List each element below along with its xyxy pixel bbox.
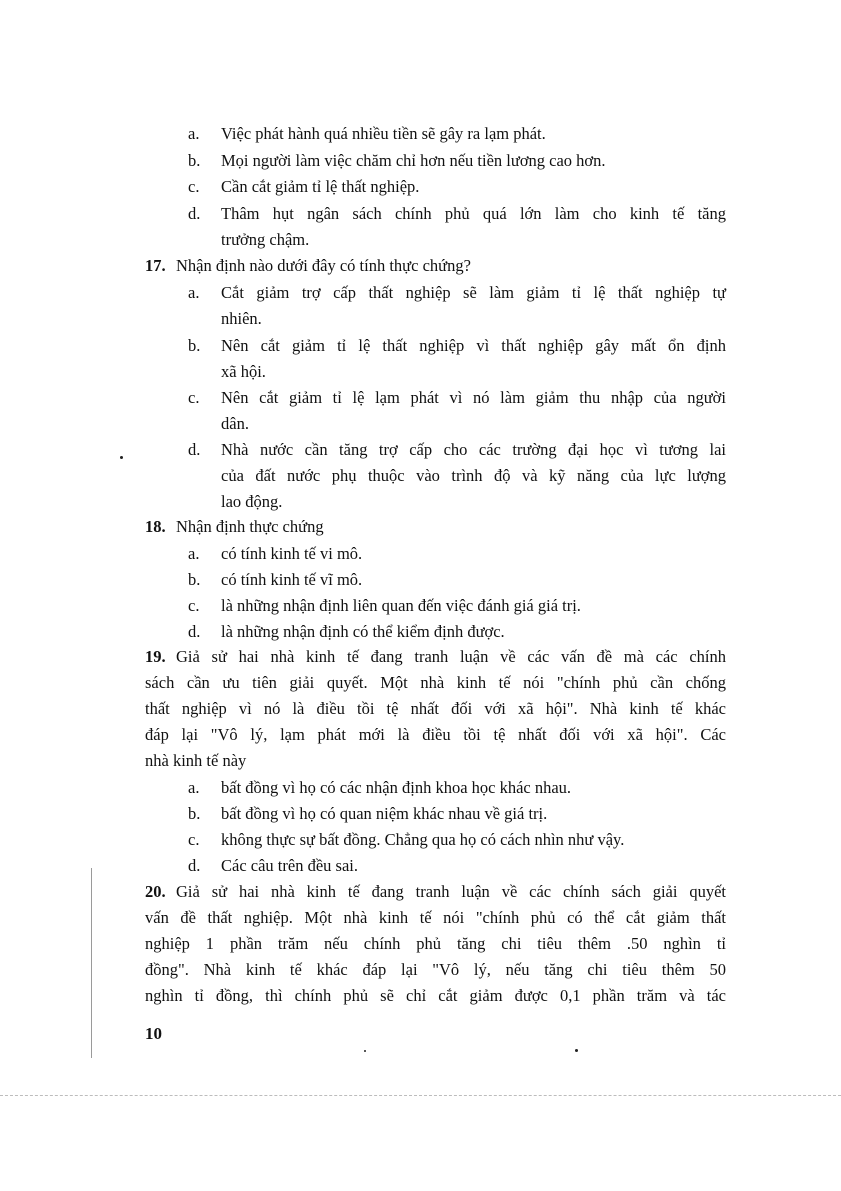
q17-option-a-text-cont: nhiên. [221, 309, 262, 328]
q16-option-d-text-cont: trưởng chậm. [221, 230, 310, 249]
q17-option-d-text-cont2: lao động. [221, 492, 283, 511]
q17-option-c-letter: c. [188, 388, 200, 407]
footer-rule [0, 1095, 841, 1096]
q17-option-b-letter: b. [188, 336, 201, 355]
q18-option-d-letter: d. [188, 622, 201, 641]
q19-option-c-letter: c. [188, 830, 200, 849]
q17-option-c-text: Nên cắt giảm tỉ lệ lạm phát vì nó làm giảm thu nhập của người [221, 388, 726, 407]
q18-option-a-letter: a. [188, 544, 200, 563]
q18-option-c-letter: c. [188, 596, 200, 615]
q20-text-line-4: đồng". Nhà kinh tế khác đáp lại "Vô lý, nếu tăng chi tiêu thêm 50 [145, 960, 726, 979]
q19-text-line-2: sách cần ưu tiên giải quyết. Một nhà kinh tế nói "chính phủ cần chống [145, 673, 726, 692]
q19-option-a-text: bất đồng vì họ có các nhận định khoa học khác nhau. [221, 778, 572, 797]
q17-option-b-text-cont: xã hội. [221, 362, 266, 381]
q16-option-b-letter: b. [188, 151, 201, 170]
q19-text-line-1: Giả sử hai nhà kinh tế đang tranh luận về các vấn đề mà các chính [176, 647, 726, 666]
q19-text-line-5: nhà kinh tế này [145, 751, 247, 770]
scan-margin-line [91, 868, 92, 1058]
q19-option-b-text: bất đồng vì họ có quan niệm khác nhau về giá trị. [221, 804, 548, 823]
q17-option-a-text: Cắt giảm trợ cấp thất nghiệp sẽ làm giảm tỉ lệ thất nghiệp tự [221, 283, 726, 302]
q18-option-b-text: có tính kinh tế vĩ mô. [221, 570, 363, 589]
q17-option-c-text-cont: dân. [221, 414, 249, 433]
scan-speck [575, 1049, 578, 1052]
q16-option-c-letter: c. [188, 177, 200, 196]
q17-option-a-letter: a. [188, 283, 200, 302]
q18-option-a-text: có tính kinh tế vi mô. [221, 544, 363, 563]
q16-option-b-text: Mọi người làm việc chăm chỉ hơn nếu tiền lương cao hơn. [221, 151, 606, 170]
q19-option-d-letter: d. [188, 856, 201, 875]
page-number: 10 [145, 1024, 162, 1043]
q18-number: 18. [145, 517, 166, 536]
q18-option-b-letter: b. [188, 570, 201, 589]
q17-stem: Nhận định nào dưới đây có tính thực chứng? [176, 256, 471, 275]
q19-option-b-letter: b. [188, 804, 201, 823]
scan-speck [120, 456, 123, 459]
q18-option-c-text: là những nhận định liên quan đến việc đánh giá giá trị. [221, 596, 581, 615]
q18-stem: Nhận định thực chứng [176, 517, 324, 536]
q16-option-d-text: Thâm hụt ngân sách chính phủ quá lớn làm cho kinh tế tăng [221, 204, 726, 223]
q19-option-a-letter: a. [188, 778, 200, 797]
q17-option-d-text-cont: của đất nước phụ thuộc vào trình độ và kỹ năng của lực lượng [221, 466, 726, 485]
q16-option-a-text: Việc phát hành quá nhiều tiền sẽ gây ra lạm phát. [221, 124, 546, 143]
q20-text-line-2: vấn đề thất nghiệp. Một nhà kinh tế nói "chính phủ có thể cắt giảm thất [145, 908, 726, 927]
q17-option-d-text: Nhà nước cần tăng trợ cấp cho các trường đại học vì tương lai [221, 440, 726, 459]
q17-option-b-text: Nên cắt giảm tỉ lệ thất nghiệp vì thất nghiệp gây mất ổn định [221, 336, 726, 355]
q19-option-d-text: Các câu trên đều sai. [221, 856, 358, 875]
q19-number: 19. [145, 647, 166, 666]
q20-text-line-3: nghiệp 1 phần trăm nếu chính phủ tăng chi tiêu thêm .50 nghìn tỉ [145, 934, 726, 953]
q16-option-d-letter: d. [188, 204, 201, 223]
scan-speck [364, 1050, 366, 1052]
q19-text-line-3: thất nghiệp vì nó là điều tồi tệ nhất đối với xã hội". Nhà kinh tế khác [145, 699, 726, 718]
q20-text-line-5: nghìn tỉ đồng, thì chính phủ sẽ chỉ cắt giảm được 0,1 phần trăm và tác [145, 986, 726, 1005]
q20-text-line-1: Giả sử hai nhà kinh tế đang tranh luận về các chính sách giải quyết [176, 882, 726, 901]
q19-option-c-text: không thực sự bất đồng. Chẳng qua họ có cách nhìn như vậy. [221, 830, 625, 849]
q16-option-c-text: Cần cắt giảm tỉ lệ thất nghiệp. [221, 177, 420, 196]
q16-option-a-letter: a. [188, 124, 200, 143]
q17-option-d-letter: d. [188, 440, 201, 459]
q19-text-line-4: đáp lại "Vô lý, lạm phát mới là điều tồi tệ nhất đối với xã hội". Các [145, 725, 726, 744]
q20-number: 20. [145, 882, 166, 901]
q18-option-d-text: là những nhận định có thể kiểm định được. [221, 622, 505, 641]
q17-number: 17. [145, 256, 166, 275]
